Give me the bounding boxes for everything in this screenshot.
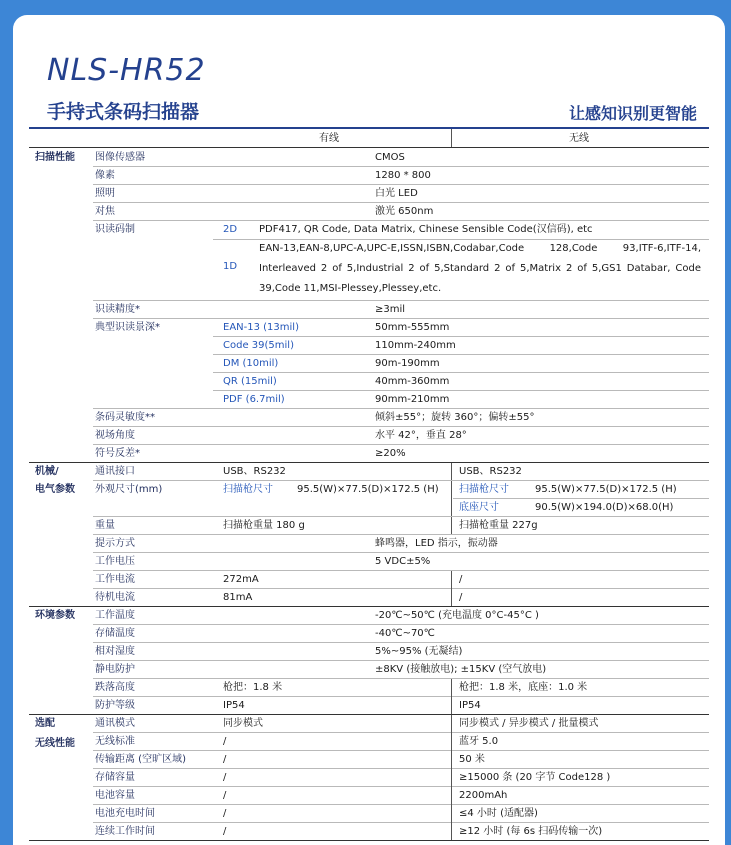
label-esd: 静电防护 [95, 664, 135, 675]
value-fov: 水平 42°，垂直 28° [375, 430, 467, 441]
value-runtime-wired: / [223, 826, 227, 837]
model-name: NLS-HR52 [47, 53, 206, 88]
label-aiming: 对焦 [95, 206, 115, 217]
label-fov: 视场角度 [95, 430, 135, 441]
column-divider [451, 481, 452, 517]
label-voltage: 工作电压 [95, 556, 135, 567]
value-weight-wired: 扫描枪重量 180 g [223, 520, 305, 531]
divider [93, 786, 709, 787]
label-precision: 识读精度* [95, 304, 140, 315]
label-mode: 通讯模式 [95, 718, 135, 729]
value-interface-wired: USB、RS232 [223, 466, 286, 477]
label-symbologies: 识读码制 [95, 224, 135, 235]
dof-range: 90mm-210mm [375, 394, 450, 405]
label-capacity: 存储容量 [95, 772, 135, 783]
value-capacity-wireless: ≥15000 条 (20 字节 Code128 ) [459, 772, 611, 783]
label-dimensions: 外观尺寸(mm) [95, 484, 163, 495]
label-drop: 跌落高度 [95, 682, 135, 693]
value-1d: EAN-13,EAN-8,UPC-A,UPC-E,ISSN,ISBN,Codabar,Code 128,Code 93,ITF-6,ITF-14, Interleaved 2 of 5,Industrial 2 of 5,Standard 2 of 5,Matrix 2 of 5,GS1 Databar, Code 39,Code 11,MSI-Plessey,Plessey,etc. [259, 243, 701, 294]
dim-gun-value-wireless: 95.5(W)×77.5(D)×172.5 (H) [535, 484, 677, 495]
value-drop-wired: 枪把：1.8 米 [223, 682, 283, 693]
dof-code: Code 39(5mil) [223, 340, 294, 351]
dim-base-value: 90.5(W)×194.0(D)×68.0(H) [535, 502, 674, 513]
value-notify: 蜂鸣器，LED 指示，振动器 [375, 538, 498, 549]
value-esd: ±8KV (接触放电); ±15KV (空气放电) [375, 664, 547, 675]
value-2d: PDF417, QR Code, Data Matrix, Chinese Sensible Code(汉信码), etc [259, 224, 593, 235]
label-pixels: 像素 [95, 170, 115, 181]
dof-range: 90m-190mm [375, 358, 440, 369]
value-capacity-wired: / [223, 772, 227, 783]
dof-code: PDF (6.7mil) [223, 394, 285, 405]
value-standard-wired: / [223, 736, 227, 747]
brand-slogan: 让感知识别更智能 [568, 104, 697, 123]
value-interface-wireless: USB、RS232 [459, 466, 522, 477]
value-standard-wireless: 蓝牙 5.0 [459, 736, 499, 747]
section-scan: 扫描性能 [35, 152, 75, 163]
section-mech: 电气参数 [35, 484, 75, 495]
label-weight: 重量 [95, 520, 115, 531]
column-divider [451, 715, 452, 841]
divider [93, 696, 709, 697]
value-runtime-wireless: ≥12 小时 (每 6s 扫码传输一次) [459, 826, 603, 837]
value-storage-temp: -40℃~70℃ [375, 628, 435, 639]
value-ip-wireless: IP54 [459, 700, 481, 711]
value-voltage: 5 VDC±5% [375, 556, 431, 567]
label-distance: 传输距离 (空旷区域) [95, 754, 186, 765]
value-distance-wireless: 50 米 [459, 754, 485, 765]
value-sensor: CMOS [375, 152, 405, 163]
label-op-temp: 工作温度 [95, 610, 135, 621]
column-wired: 有线 [319, 133, 339, 144]
value-battery-wired: / [223, 790, 227, 801]
dof-code: EAN-13 (13mil) [223, 322, 299, 333]
divider [93, 588, 709, 589]
value-op-temp: -20℃~50℃ (充电温度 0°C-45°C ) [375, 610, 539, 621]
value-weight-wireless: 扫描枪重量 227g [459, 520, 538, 531]
value-contrast: ≥20% [375, 448, 406, 459]
label-sensitivity: 条码灵敏度** [95, 412, 155, 423]
label-storage-temp: 存储温度 [95, 628, 135, 639]
value-mode-wireless: 同步模式 / 异步模式 / 批量模式 [459, 718, 599, 729]
product-subtitle: 手持式条码扫描器 [47, 101, 200, 123]
tag-1d: 1D [223, 261, 238, 272]
label-current: 工作电流 [95, 574, 135, 585]
section-wireless: 无线性能 [35, 738, 75, 749]
column-divider [451, 129, 452, 147]
value-charge-wired: / [223, 808, 227, 819]
value-drop-wireless: 枪把：1.8 米，底座：1.0 米 [459, 682, 588, 693]
label-charge: 电池充电时间 [95, 808, 155, 819]
dof-code: DM (10mil) [223, 358, 279, 369]
value-aiming: 激光 650nm [375, 206, 434, 217]
value-standby-wireless: / [459, 592, 463, 603]
divider [29, 840, 709, 841]
column-wireless: 无线 [569, 133, 589, 144]
dim-gun-label-wired: 扫描枪尺寸 [223, 484, 273, 495]
section-wireless: 选配 [35, 718, 55, 729]
divider [93, 804, 709, 805]
divider [213, 390, 709, 391]
label-humidity: 相对湿度 [95, 646, 135, 657]
dof-range: 110mm-240mm [375, 340, 456, 351]
value-sensitivity: 倾斜±55°；旋转 360°；偏转±55° [375, 412, 535, 423]
value-precision: ≥3mil [375, 304, 406, 315]
value-distance-wired: / [223, 754, 227, 765]
label-interface: 通讯接口 [95, 466, 135, 477]
tag-2d: 2D [223, 224, 238, 235]
label-ip: 防护等级 [95, 700, 135, 711]
section-mech: 机械/ [35, 466, 59, 477]
divider [93, 822, 709, 823]
header-rule [29, 127, 709, 129]
divider [93, 516, 709, 517]
label-dof: 典型识读景深* [95, 322, 160, 333]
value-current-wired: 272mA [223, 574, 259, 585]
label-standard: 无线标准 [95, 736, 135, 747]
divider [29, 147, 709, 148]
column-divider [451, 679, 452, 715]
divider [213, 372, 709, 373]
dim-gun-label-wireless: 扫描枪尺寸 [459, 484, 509, 495]
value-ip-wired: IP54 [223, 700, 245, 711]
label-illumination: 照明 [95, 188, 115, 199]
value-charge-wireless: ≤4 小时 (适配器) [459, 808, 538, 819]
value-current-wireless: / [459, 574, 463, 585]
value-pixels: 1280 * 800 [375, 170, 431, 181]
section-env: 环境参数 [35, 610, 75, 621]
value-illumination: 白光 LED [375, 188, 418, 199]
label-runtime: 连续工作时间 [95, 826, 155, 837]
label-notify: 提示方式 [95, 538, 135, 549]
value-humidity: 5%~95% (无凝结) [375, 646, 463, 657]
divider [93, 768, 709, 769]
label-standby: 待机电流 [95, 592, 135, 603]
value-battery-wireless: 2200mAh [459, 790, 508, 801]
value-mode-wired: 同步模式 [223, 718, 263, 729]
dof-range: 50mm-555mm [375, 322, 450, 333]
divider [213, 354, 709, 355]
value-standby-wired: 81mA [223, 592, 253, 603]
label-sensor: 图像传感器 [95, 152, 145, 163]
label-battery: 电池容量 [95, 790, 135, 801]
spec-sheet [13, 15, 725, 845]
dim-base-label: 底座尺寸 [459, 502, 499, 513]
column-divider [451, 571, 452, 607]
divider [93, 732, 709, 733]
dim-gun-value-wired: 95.5(W)×77.5(D)×172.5 (H) [297, 484, 439, 495]
label-contrast: 符号反差* [95, 448, 140, 459]
divider [93, 678, 709, 679]
dof-code: QR (15mil) [223, 376, 277, 387]
dof-range: 40mm-360mm [375, 376, 450, 387]
divider [93, 570, 709, 571]
column-divider [451, 517, 452, 535]
